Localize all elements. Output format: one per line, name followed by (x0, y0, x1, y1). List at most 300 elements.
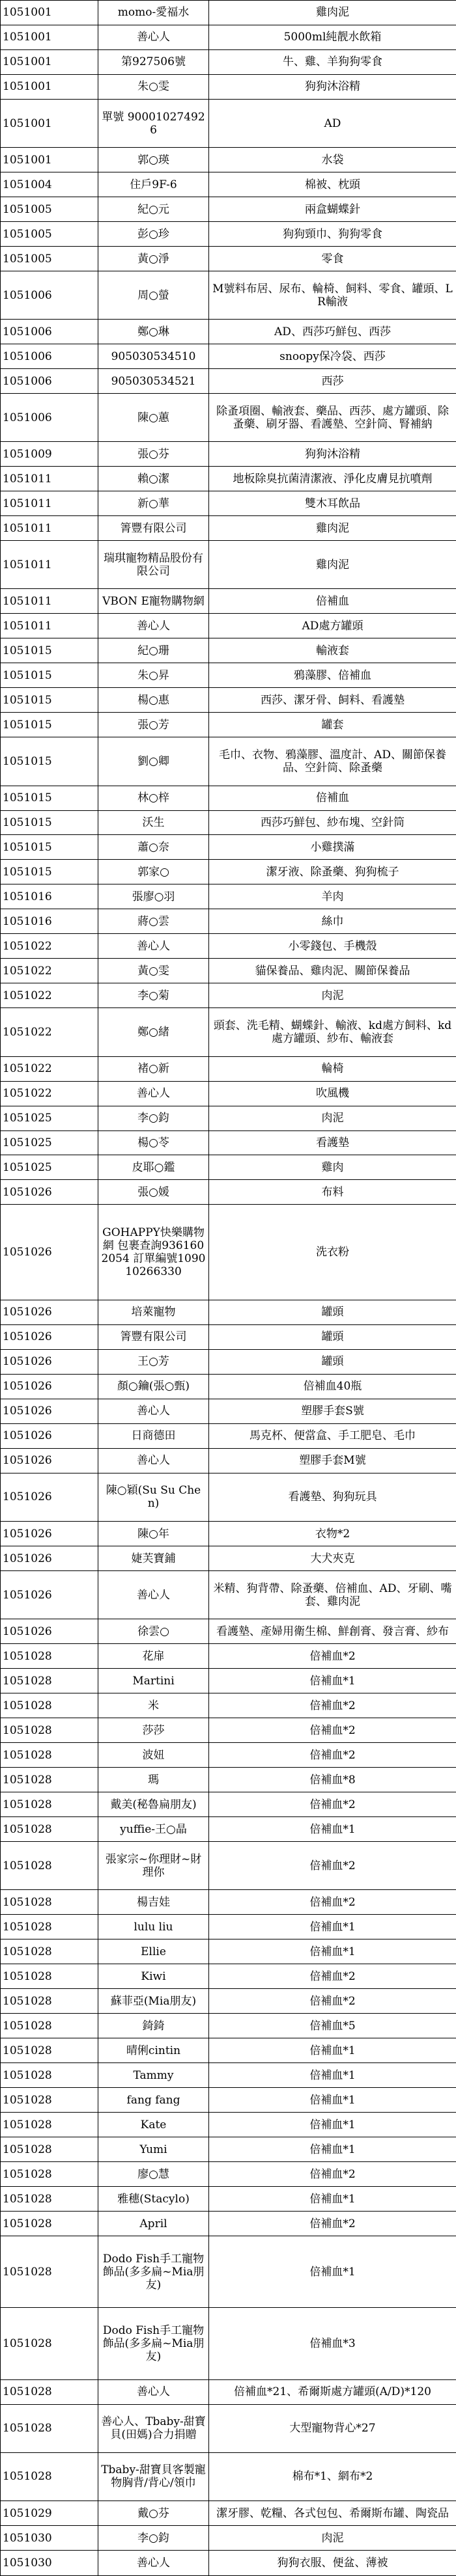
donor-cell: 楊○苓 (98, 1130, 209, 1155)
donor-cell: 善心人 (98, 2551, 209, 2576)
donor-cell: 朱○昇 (98, 663, 209, 688)
date-cell: 1051005 (1, 222, 98, 247)
table-row (1, 1155, 456, 1180)
table-row (1, 1571, 456, 1619)
item-cell: 罐頭 (209, 1349, 456, 1374)
date-cell: 1051011 (1, 467, 98, 491)
item-cell: snoopy保冷袋、西莎 (209, 344, 456, 369)
donor-cell: 培萊寵物 (98, 1300, 209, 1325)
donor-cell: 李○菊 (98, 983, 209, 1008)
item-cell: 大型寵物背心*27 (209, 2404, 456, 2452)
table-row (1, 2526, 456, 2551)
donor-cell: 善心人 (98, 25, 209, 49)
table-row (1, 467, 456, 491)
donor-cell: 善心人 (98, 1448, 209, 1473)
donor-cell: 米 (98, 1693, 209, 1718)
item-cell: 看護墊 (209, 1130, 456, 1155)
date-cell: 1051028 (1, 1768, 98, 1792)
date-cell: 1051001 (1, 148, 98, 172)
donor-cell: 蘇菲亞(Mia朋友) (98, 1989, 209, 2014)
donor-cell: yuffie-王○晶 (98, 1817, 209, 1842)
date-cell: 1051009 (1, 442, 98, 467)
table-row (1, 1008, 456, 1056)
donor-cell: 楊○惠 (98, 688, 209, 713)
donor-cell: 箐豐有限公司 (98, 1324, 209, 1349)
item-cell: 倍補血*2 (209, 1792, 456, 1817)
donor-cell: 賴○潔 (98, 467, 209, 491)
item-cell: 罐頭 (209, 1324, 456, 1349)
item-cell: 小零錢包、手機殼 (209, 934, 456, 959)
table-row (1, 1448, 456, 1473)
donor-cell: 花扉 (98, 1644, 209, 1669)
table-row (1, 1324, 456, 1349)
date-cell: 1051015 (1, 663, 98, 688)
table-row (1, 491, 456, 516)
date-cell: 1051025 (1, 1106, 98, 1130)
item-cell: 倍補血*2 (209, 1718, 456, 1743)
item-cell: 雞肉泥 (209, 516, 456, 541)
date-cell: 1051028 (1, 1817, 98, 1842)
table-row (1, 959, 456, 983)
table-row (1, 2113, 456, 2137)
date-cell: 1051028 (1, 1890, 98, 1915)
donor-cell: 皮耶○鑑 (98, 1155, 209, 1180)
date-cell: 1051026 (1, 1180, 98, 1205)
item-cell: 肉泥 (209, 2526, 456, 2551)
date-cell: 1051011 (1, 614, 98, 638)
table-row (1, 1399, 456, 1423)
table-row (1, 835, 456, 860)
table-row (1, 2452, 456, 2501)
date-cell: 1051016 (1, 909, 98, 934)
date-cell: 1051011 (1, 589, 98, 614)
table-row (1, 1300, 456, 1325)
item-cell: 吹風機 (209, 1081, 456, 1106)
item-cell: 絲巾 (209, 909, 456, 934)
item-cell: 倍補血*1 (209, 2137, 456, 2162)
date-cell: 1051028 (1, 2404, 98, 2452)
donor-cell: Dodo Fish手工寵物飾品(多多扁~Mia朋友) (98, 2236, 209, 2308)
item-cell: 雞肉 (209, 1155, 456, 1180)
date-cell: 1051026 (1, 1448, 98, 1473)
donor-cell: 張廖○羽 (98, 884, 209, 909)
table-row (1, 247, 456, 271)
donor-cell: Tbaby-甜寶貝客製寵物胸背/背心/領巾 (98, 2452, 209, 2501)
table-row (1, 1718, 456, 1743)
donor-cell: 張○芬 (98, 442, 209, 467)
donor-cell: 顏○鑰(張○甄) (98, 1374, 209, 1399)
item-cell: 小雞撲滿 (209, 835, 456, 860)
item-cell: 倍補血*1 (209, 1915, 456, 1939)
table-row (1, 1180, 456, 1205)
table-row (1, 688, 456, 713)
date-cell: 1051006 (1, 344, 98, 369)
date-cell: 1051028 (1, 1792, 98, 1817)
table-row (1, 222, 456, 247)
item-cell: 倍補血*2 (209, 1644, 456, 1669)
donor-cell: 陳○穎(Su Su Chen) (98, 1473, 209, 1521)
date-cell: 1051011 (1, 541, 98, 589)
table-row (1, 713, 456, 737)
item-cell: 鴉藻膠、倍補血 (209, 663, 456, 688)
date-cell: 1051026 (1, 1522, 98, 1546)
table-row (1, 1205, 456, 1300)
item-cell: 倍補血*5 (209, 2014, 456, 2038)
item-cell: 肉泥 (209, 1106, 456, 1130)
date-cell: 1051028 (1, 2063, 98, 2088)
donor-cell: Ellie (98, 1939, 209, 1964)
date-cell: 1051011 (1, 491, 98, 516)
donor-cell: 徐雲○ (98, 1619, 209, 1644)
donor-cell: 廖○慧 (98, 2162, 209, 2187)
item-cell: 零食 (209, 247, 456, 271)
donor-cell: 林○梓 (98, 786, 209, 810)
donor-cell: 張○媛 (98, 1180, 209, 1205)
date-cell: 1051028 (1, 2014, 98, 2038)
donor-cell: Dodo Fish手工寵物飾品(多多扁~Mia朋友) (98, 2308, 209, 2379)
donor-cell: 善心人 (98, 2379, 209, 2404)
table-row (1, 25, 456, 49)
date-cell: 1051025 (1, 1155, 98, 1180)
date-cell: 1051001 (1, 1, 98, 25)
item-cell: 狗狗衣服、便盆、薄被 (209, 2551, 456, 2576)
donor-cell: 箐豐有限公司 (98, 516, 209, 541)
item-cell: AD (209, 99, 456, 147)
item-cell: 西莎巧鮮包、紗布塊、空針筒 (209, 810, 456, 835)
table-row (1, 1106, 456, 1130)
item-cell: 棉布*1、網布*2 (209, 2452, 456, 2501)
table-row (1, 934, 456, 959)
item-cell: 西莎、潔牙骨、飼料、看護墊 (209, 688, 456, 713)
date-cell: 1051028 (1, 2088, 98, 2113)
date-cell: 1051001 (1, 99, 98, 147)
table-row (1, 1522, 456, 1546)
table-row (1, 1693, 456, 1718)
date-cell: 1051026 (1, 1546, 98, 1571)
item-cell: 洗衣粉 (209, 1205, 456, 1300)
item-cell: 倍補血*2 (209, 1989, 456, 2014)
item-cell: 狗狗沐浴精 (209, 442, 456, 467)
donor-cell: 劉○卿 (98, 737, 209, 786)
date-cell: 1051028 (1, 2452, 98, 2501)
date-cell: 1051028 (1, 1939, 98, 1964)
item-cell: 米精、狗背帶、除蚤藥、倍補血、AD、牙刷、嘴套、雞肉泥 (209, 1571, 456, 1619)
date-cell: 1051016 (1, 884, 98, 909)
date-cell: 1051028 (1, 2187, 98, 2212)
date-cell: 1051028 (1, 2162, 98, 2187)
donor-cell: lulu liu (98, 1915, 209, 1939)
table-row (1, 320, 456, 344)
table-row (1, 2063, 456, 2088)
date-cell: 1051015 (1, 810, 98, 835)
donor-cell: 李○鈞 (98, 2526, 209, 2551)
table-row (1, 2038, 456, 2063)
item-cell: 塑膠手套M號 (209, 1448, 456, 1473)
date-cell: 1051026 (1, 1349, 98, 1374)
date-cell: 1051028 (1, 1693, 98, 1718)
table-row (1, 2236, 456, 2308)
donor-cell: 紀○元 (98, 197, 209, 222)
donor-cell: 新○華 (98, 491, 209, 516)
item-cell: 5000ml純靓水飲箱 (209, 25, 456, 49)
item-cell: 塑膠手套S號 (209, 1399, 456, 1423)
item-cell: 肉泥 (209, 983, 456, 1008)
donor-cell: VBON E寵物購物網 (98, 589, 209, 614)
date-cell: 1051011 (1, 516, 98, 541)
table-row (1, 786, 456, 810)
date-cell: 1051028 (1, 1964, 98, 1989)
table-row (1, 614, 456, 638)
date-cell: 1051026 (1, 1324, 98, 1349)
table-row (1, 2501, 456, 2526)
donor-cell: 紀○珊 (98, 638, 209, 663)
table-row (1, 1, 456, 25)
date-cell: 1051022 (1, 1008, 98, 1056)
date-cell: 1051028 (1, 1842, 98, 1890)
table-row (1, 1081, 456, 1106)
date-cell: 1051022 (1, 934, 98, 959)
date-cell: 1051026 (1, 1300, 98, 1325)
table-row (1, 1939, 456, 1964)
table-row (1, 1374, 456, 1399)
donor-cell: 善心人 (98, 614, 209, 638)
donor-cell: 鄭○緒 (98, 1008, 209, 1056)
table-row (1, 2212, 456, 2236)
table-row (1, 2162, 456, 2187)
table-row (1, 2137, 456, 2162)
table-row (1, 49, 456, 74)
donor-cell: 住戶9F-6 (98, 172, 209, 197)
item-cell: 倍補血*2 (209, 2212, 456, 2236)
table-row (1, 1056, 456, 1081)
table-row (1, 394, 456, 442)
item-cell: 狗狗沐浴精 (209, 74, 456, 99)
item-cell: 倍補血*1 (209, 1939, 456, 1964)
item-cell: 看護墊、狗狗玩具 (209, 1473, 456, 1521)
item-cell: M號料布居、尿布、輪椅、飼料、零食、罐頭、LR輸液 (209, 271, 456, 320)
table-row (1, 2187, 456, 2212)
table-row (1, 1768, 456, 1792)
item-cell: 兩盒蝴蝶針 (209, 197, 456, 222)
date-cell: 1051015 (1, 688, 98, 713)
item-cell: 倍補血*8 (209, 1768, 456, 1792)
table-row (1, 983, 456, 1008)
item-cell: 倍補血*21、希爾斯處方罐頭(A/D)*120 (209, 2379, 456, 2404)
donor-cell: 日商德田 (98, 1423, 209, 1448)
date-cell: 1051026 (1, 1423, 98, 1448)
item-cell: 貓保養品、雞肉泥、關節保養品 (209, 959, 456, 983)
table-row (1, 2379, 456, 2404)
table-row (1, 638, 456, 663)
donor-cell: momo-愛福水 (98, 1, 209, 25)
date-cell: 1051005 (1, 247, 98, 271)
date-cell: 1051015 (1, 835, 98, 860)
donor-cell: 彭○珍 (98, 222, 209, 247)
donor-cell: 善心人 (98, 934, 209, 959)
item-cell: 倍補血*3 (209, 2308, 456, 2379)
item-cell: 倍補血*1 (209, 2088, 456, 2113)
item-cell: AD、西莎巧鮮包、西莎 (209, 320, 456, 344)
donor-cell: 婕芙寶鋪 (98, 1546, 209, 1571)
donor-cell: fang fang (98, 2088, 209, 2113)
table-row (1, 271, 456, 320)
table-row (1, 1473, 456, 1521)
date-cell: 1051026 (1, 1619, 98, 1644)
item-cell: 倍補血*2 (209, 2162, 456, 2187)
donor-cell: Kiwi (98, 1964, 209, 1989)
item-cell: 倍補血*1 (209, 2187, 456, 2212)
table-row (1, 884, 456, 909)
table-row (1, 516, 456, 541)
table-row (1, 369, 456, 394)
table-row (1, 1890, 456, 1915)
item-cell: 罐套 (209, 713, 456, 737)
date-cell: 1051001 (1, 74, 98, 99)
donor-cell: Tammy (98, 2063, 209, 2088)
table-row (1, 1349, 456, 1374)
item-cell: AD處方罐頭 (209, 614, 456, 638)
donor-cell: 蕭○奈 (98, 835, 209, 860)
date-cell: 1051026 (1, 1205, 98, 1300)
donor-cell: April (98, 2212, 209, 2236)
item-cell: 倍補血*1 (209, 2236, 456, 2308)
table-row (1, 442, 456, 467)
item-cell: 牛、雞、羊狗狗零食 (209, 49, 456, 74)
donor-cell: 郭家○ (98, 860, 209, 884)
table-row (1, 2308, 456, 2379)
item-cell: 倍補血 (209, 786, 456, 810)
date-cell: 1051015 (1, 713, 98, 737)
table-row (1, 1989, 456, 2014)
item-cell: 倍補血*1 (209, 2113, 456, 2137)
donor-cell: 李○鈞 (98, 1106, 209, 1130)
item-cell: 倍補血*1 (209, 1817, 456, 1842)
item-cell: 潔牙膠、乾糧、各式包包、希爾斯布罐、陶瓷品 (209, 2501, 456, 2526)
item-cell: 倍補血*2 (209, 1693, 456, 1718)
table-row (1, 860, 456, 884)
table-row (1, 541, 456, 589)
table-row (1, 148, 456, 172)
date-cell: 1051022 (1, 1056, 98, 1081)
date-cell: 1051028 (1, 2038, 98, 2063)
donor-cell: 陳○蕙 (98, 394, 209, 442)
item-cell: 倍補血40瓶 (209, 1374, 456, 1399)
table-row (1, 737, 456, 786)
donor-cell: 周○螢 (98, 271, 209, 320)
date-cell: 1051015 (1, 786, 98, 810)
table-row (1, 1423, 456, 1448)
donor-cell: 晴俐cintin (98, 2038, 209, 2063)
item-cell: 倍補血*1 (209, 2063, 456, 2088)
item-cell: 倍補血*1 (209, 1669, 456, 1693)
date-cell: 1051029 (1, 2501, 98, 2526)
donor-cell: 905030534521 (98, 369, 209, 394)
table-row (1, 197, 456, 222)
date-cell: 1051026 (1, 1374, 98, 1399)
donor-cell: Martini (98, 1669, 209, 1693)
date-cell: 1051028 (1, 1644, 98, 1669)
date-cell: 1051001 (1, 49, 98, 74)
date-cell: 1051028 (1, 2379, 98, 2404)
item-cell: 雙木耳飲品 (209, 491, 456, 516)
item-cell: 輸液套 (209, 638, 456, 663)
date-cell: 1051028 (1, 2236, 98, 2308)
table-row (1, 2014, 456, 2038)
date-cell: 1051022 (1, 1081, 98, 1106)
donor-cell: 楊吉娃 (98, 1890, 209, 1915)
item-cell: 雞肉泥 (209, 541, 456, 589)
date-cell: 1051028 (1, 2308, 98, 2379)
date-cell: 1051022 (1, 983, 98, 1008)
donor-cell: 黃○雯 (98, 959, 209, 983)
donor-cell: 善心人 (98, 1571, 209, 1619)
date-cell: 1051028 (1, 1669, 98, 1693)
item-cell: 布料 (209, 1180, 456, 1205)
table-row (1, 344, 456, 369)
item-cell: 倍補血*2 (209, 1890, 456, 1915)
table-row (1, 810, 456, 835)
table-row (1, 2551, 456, 2576)
donor-cell: 戴美(秘魯扁朋友) (98, 1792, 209, 1817)
date-cell: 1051006 (1, 369, 98, 394)
table-row (1, 2088, 456, 2113)
item-cell: 狗狗頸巾、狗狗零食 (209, 222, 456, 247)
donor-cell: 雅穗(Stacylo) (98, 2187, 209, 2212)
item-cell: 倍補血*2 (209, 1964, 456, 1989)
item-cell: 水袋 (209, 148, 456, 172)
date-cell: 1051006 (1, 320, 98, 344)
table-row (1, 1842, 456, 1890)
date-cell: 1051025 (1, 1130, 98, 1155)
donor-cell: 善心人、Tbaby-甜寶貝(田媽)合力捐贈 (98, 2404, 209, 2452)
donor-cell: 張家宗~你理財~財理你 (98, 1842, 209, 1890)
item-cell: 潔牙液、除蚤藥、狗狗梳子 (209, 860, 456, 884)
donor-cell: 善心人 (98, 1399, 209, 1423)
date-cell: 1051028 (1, 1718, 98, 1743)
item-cell: 除蚤項圈、輸液套、藥品、西莎、處方罐頭、除蚤藥、刷牙器、看護墊、空針筒、腎補納 (209, 394, 456, 442)
donor-cell: 瑪 (98, 1768, 209, 1792)
item-cell: 雞肉泥 (209, 1, 456, 25)
table-row (1, 1743, 456, 1768)
date-cell: 1051028 (1, 1743, 98, 1768)
item-cell: 棉被、枕頭 (209, 172, 456, 197)
item-cell: 頭套、洗毛精、蝴蝶針、輸液、kd處方飼料、kd處方罐頭、紗布、輸液套 (209, 1008, 456, 1056)
donor-cell: 褚○新 (98, 1056, 209, 1081)
donor-cell: 蔣○雲 (98, 909, 209, 934)
table-row (1, 2404, 456, 2452)
date-cell: 1051028 (1, 2137, 98, 2162)
date-cell: 1051001 (1, 25, 98, 49)
date-cell: 1051015 (1, 737, 98, 786)
donor-cell: 王○芳 (98, 1349, 209, 1374)
item-cell: 倍補血*2 (209, 1743, 456, 1768)
table-row (1, 99, 456, 147)
table-row (1, 1130, 456, 1155)
table-row (1, 1644, 456, 1669)
donor-cell: 第927506號 (98, 49, 209, 74)
item-cell: 西莎 (209, 369, 456, 394)
donor-cell: Yumi (98, 2137, 209, 2162)
date-cell: 1051026 (1, 1571, 98, 1619)
donor-cell: GOHAPPY快樂購物網 包裹查詢9361602054 訂單編號109010266330 (98, 1205, 209, 1300)
table-row (1, 1546, 456, 1571)
item-cell: 大犬夾克 (209, 1546, 456, 1571)
date-cell: 1051030 (1, 2551, 98, 2576)
donor-cell: 戴○芬 (98, 2501, 209, 2526)
table-row (1, 1817, 456, 1842)
donor-cell: 莎莎 (98, 1718, 209, 1743)
table-row (1, 172, 456, 197)
